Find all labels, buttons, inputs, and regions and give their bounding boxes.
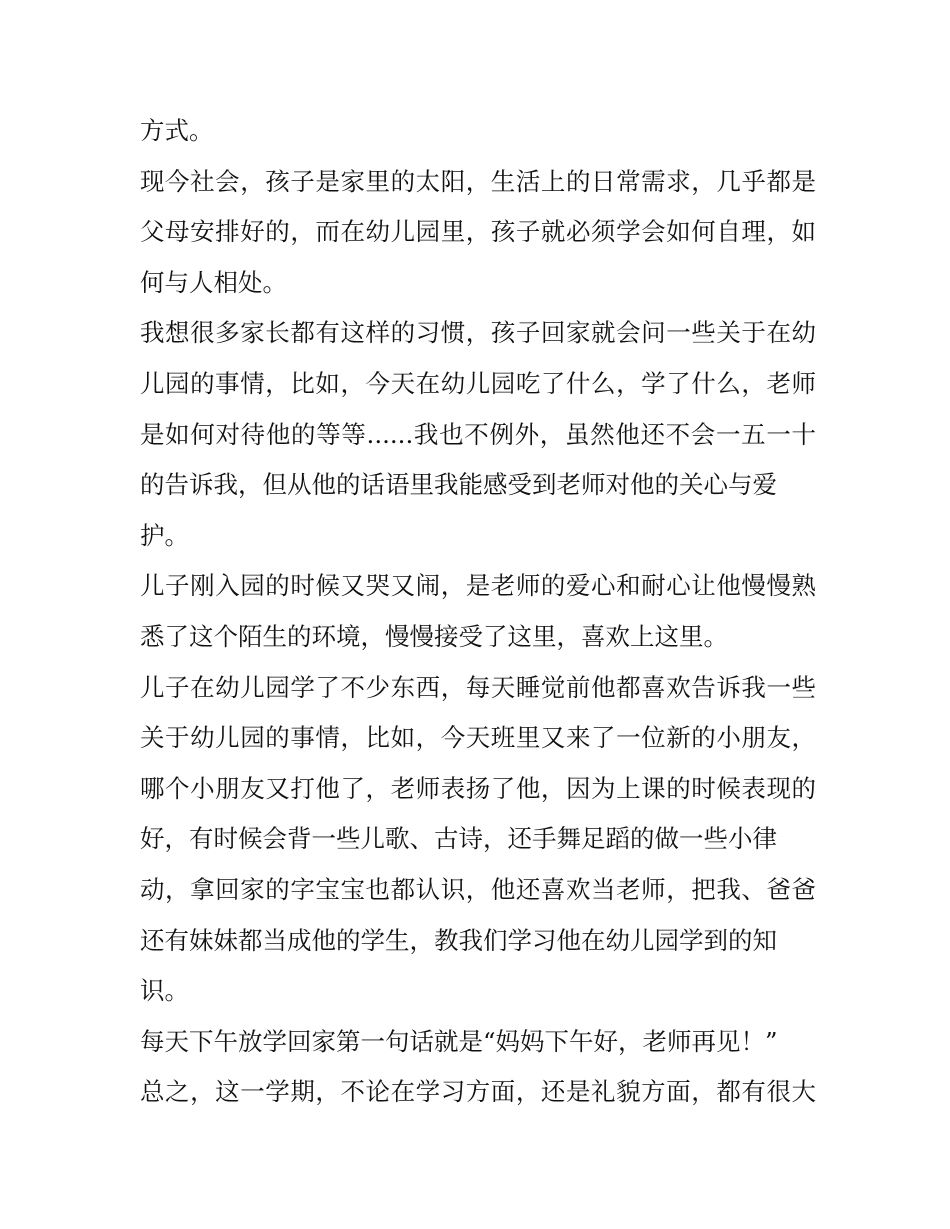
- paragraph: [140, 308, 816, 561]
- paragraph: [140, 561, 816, 662]
- text-line: 总之，这一学期，不论在学习方面，还是礼貌方面，都有很大: [140, 1077, 816, 1107]
- text-line: 识。: [140, 976, 189, 1006]
- document-body: [140, 106, 816, 1118]
- paragraph: [140, 1017, 816, 1068]
- text-line: 方式。: [140, 116, 214, 145]
- paragraph: [140, 1067, 816, 1118]
- text-line: 关于幼儿园的事情，比如，今天班里又来了一位新的小朋友，: [140, 723, 816, 753]
- paragraph: [140, 663, 816, 1017]
- text-line: 动，拿回家的字宝宝也都认识，他还喜欢当老师，把我、爸爸: [140, 874, 816, 904]
- paragraph: [140, 157, 816, 309]
- text-line: 何与人相处。: [140, 267, 287, 297]
- text-line: 父母安排好的，而在幼儿园里，孩子就必须学会如何自理，如: [140, 217, 816, 247]
- text-line: 悉了这个陌生的环境，慢慢接受了这里，喜欢上这里。: [140, 621, 728, 651]
- text-line: 现今社会，孩子是家里的太阳，生活上的日常需求，几乎都是: [140, 166, 816, 196]
- text-line: 每天下午放学回家第一句话就是“妈妈下午好，老师再见！”: [140, 1026, 778, 1056]
- text-line: 我想很多家长都有这样的习惯，孩子回家就会问一些关于在幼: [140, 318, 816, 348]
- text-line: 儿园的事情，比如，今天在幼儿园吃了什么，学了什么，老师: [140, 368, 816, 398]
- text-line: 儿子刚入园的时候又哭又闹，是老师的爱心和耐心让他慢慢熟: [140, 571, 816, 601]
- text-line: 哪个小朋友又打他了，老师表扬了他，因为上课的时候表现的: [140, 773, 816, 803]
- text-line: 的告诉我，但从他的话语里我能感受到老师对他的关心与爱: [140, 470, 777, 500]
- paragraph: [140, 106, 816, 157]
- text-line: 好，有时候会背一些儿歌、古诗，还手舞足蹈的做一些小律: [140, 824, 777, 854]
- text-line: 儿子在幼儿园学了不少东西，每天睡觉前他都喜欢告诉我一些: [140, 672, 816, 702]
- text-line: 护。: [140, 520, 189, 550]
- text-line: 是如何对待他的等等......我也不例外，虽然他还不会一五一十: [140, 419, 816, 449]
- text-line: 还有妹妹都当成他的学生，教我们学习他在幼儿园学到的知: [140, 925, 777, 955]
